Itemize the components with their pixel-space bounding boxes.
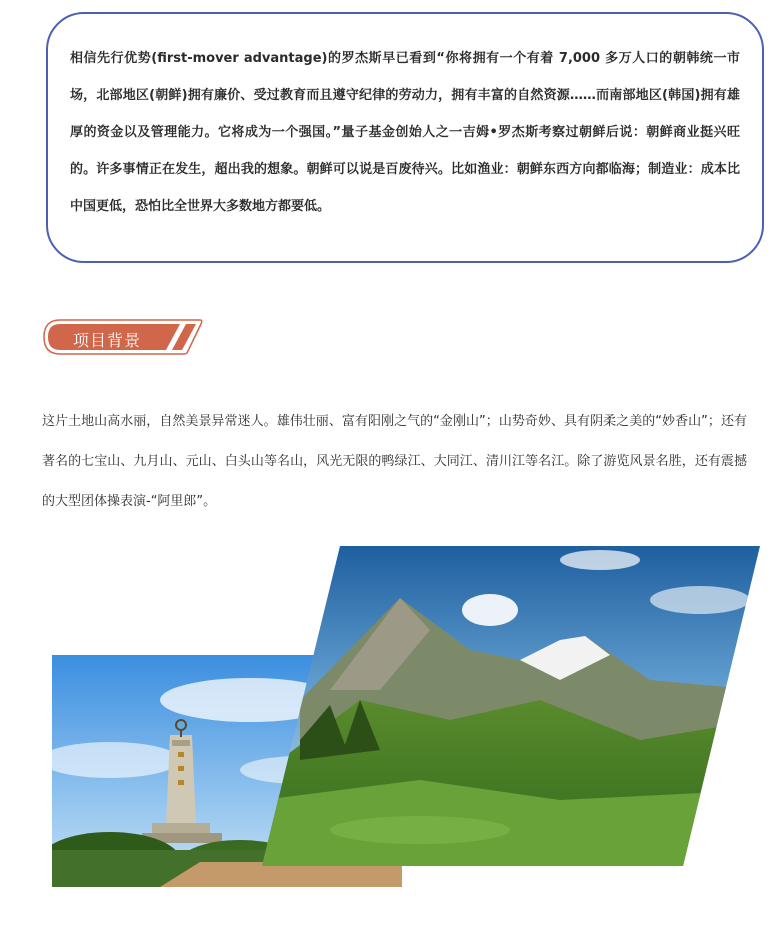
section-title: 项目背景	[73, 331, 142, 350]
body-paragraph: 这片土地山高水丽，自然美景异常迷人。雄伟壮丽、富有阳刚之气的“金刚山”；山势奇妙、具有阴柔之美的“妙香山”；还有著名的七宝山、九月山、元山、白头山等名山，风光无限的鸭绿江、大同江、清川江等名江。除了游览风景名胜，还有震撼的大型团体操表演-“阿里郎”。	[42, 414, 747, 509]
quote-box	[46, 12, 764, 263]
section-header-tag	[42, 318, 204, 356]
monument-photo	[40, 655, 402, 888]
mountain-photo	[262, 546, 762, 866]
quote-text: 相信先行优势(first-mover advantage)的罗杰斯早已看到“你将拥有一个有着 7,000 多万人口的朝韩统一市场，北部地区(朝鲜)拥有廉价、受过教育而且遵守纪律的劳动力，拥有丰富的自然资源……而南部地区(韩国)拥有雄厚的资金以及管理能力。它将成为一个强国。”量子基金创始人之一吉姆•罗杰斯考察过朝鲜后说：朝鲜商业挺兴旺的。许多事情正在发生，超出我的想象。朝鲜可以说是百废待兴。比如渔业：朝鲜东西方向都临海；制造业：成本比中国更低，恐怕比全世界大多数地方都要低。	[70, 51, 740, 214]
